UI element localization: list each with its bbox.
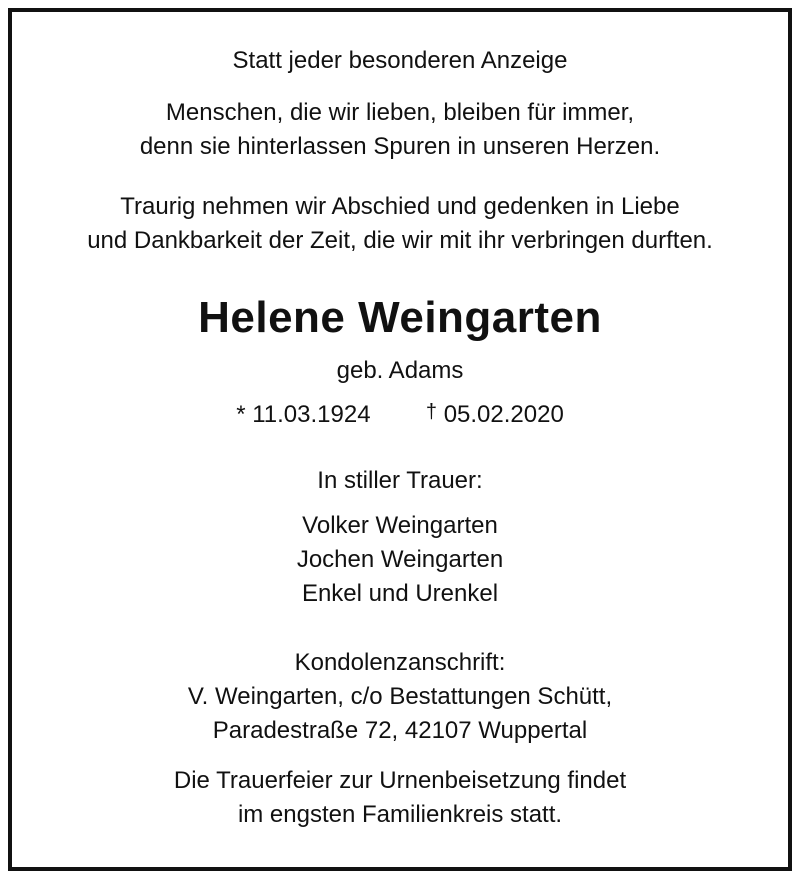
condolence-address-line-2: Paradestraße 72, 42107 Wuppertal xyxy=(212,717,588,744)
mourner-name: Jochen Weingarten xyxy=(296,546,504,573)
mourner-name: Volker Weingarten xyxy=(302,512,498,539)
condolence-label: Kondolenzanschrift: xyxy=(294,649,506,676)
mourners-intro: In stiller Trauer: xyxy=(317,467,483,494)
ceremony-line-2: im engsten Familienkreis statt. xyxy=(237,801,563,828)
death-symbol: † xyxy=(425,401,438,423)
quote-line-2: denn sie hinterlassen Spuren in unseren Herzen. xyxy=(139,133,661,160)
mourner-name: Enkel und Urenkel xyxy=(301,580,499,607)
birth-date: 11.03.1924 xyxy=(252,401,371,428)
ceremony-line-1: Die Trauerfeier zur Urnenbeisetzung findet xyxy=(173,767,627,794)
death-date: 05.02.2020 xyxy=(443,401,564,428)
quote-line-1: Menschen, die wir lieben, bleiben für immer, xyxy=(165,99,635,126)
life-dates xyxy=(0,398,800,433)
condolence-address-line-1: V. Weingarten, c/o Bestattungen Schütt, xyxy=(187,683,613,710)
birth-symbol: * xyxy=(236,401,246,428)
farewell-line-2: und Dankbarkeit der Zeit, die wir mit ihr verbringen durften. xyxy=(87,227,713,254)
header-text: Statt jeder besonderen Anzeige xyxy=(232,47,568,74)
farewell-line-1: Traurig nehmen wir Abschied und gedenken in Liebe xyxy=(120,193,680,220)
deceased-name: Helene Weingarten xyxy=(198,293,602,342)
maiden-name: geb. Adams xyxy=(336,357,464,384)
